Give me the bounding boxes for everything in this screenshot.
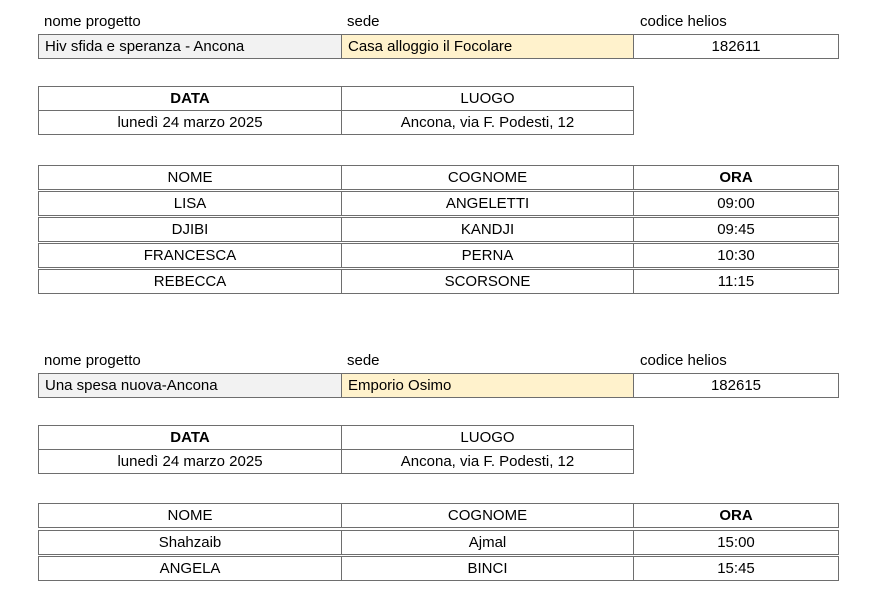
ora-cell[interactable]: 15:00: [633, 530, 839, 555]
sede-cell[interactable]: Emporio Osimo: [341, 373, 634, 398]
header-cognome: COGNOME: [341, 503, 634, 528]
ora-cell[interactable]: 15:45: [633, 556, 839, 581]
nome-cell[interactable]: FRANCESCA: [38, 243, 342, 268]
cognome-cell[interactable]: Ajmal: [341, 530, 634, 555]
luogo-cell[interactable]: Ancona, via F. Podesti, 12: [341, 110, 634, 135]
nome-cell[interactable]: Shahzaib: [38, 530, 342, 555]
codice-helios-cell[interactable]: 182611: [633, 34, 839, 59]
cognome-cell[interactable]: BINCI: [341, 556, 634, 581]
table-row: [38, 191, 839, 216]
nome-cell[interactable]: ANGELA: [38, 556, 342, 581]
cognome-cell[interactable]: ANGELETTI: [341, 191, 634, 216]
header-ora: ORA: [633, 503, 839, 528]
nome-cell[interactable]: LISA: [38, 191, 342, 216]
label-nome-progetto: nome progetto: [44, 352, 141, 369]
table-row: [38, 530, 839, 555]
cognome-cell[interactable]: SCORSONE: [341, 269, 634, 294]
ora-cell[interactable]: 09:45: [633, 217, 839, 242]
project-info-row: [38, 34, 839, 59]
project-name-cell[interactable]: Hiv sfida e speranza - Ancona: [38, 34, 342, 59]
label-codice-helios: codice helios: [640, 352, 727, 369]
header-nome: NOME: [38, 503, 342, 528]
label-codice-helios: codice helios: [640, 13, 727, 30]
table-row: [38, 243, 839, 268]
nome-cell[interactable]: REBECCA: [38, 269, 342, 294]
date-header-row: [38, 425, 634, 450]
table-row: [38, 217, 839, 242]
sede-cell[interactable]: Casa alloggio il Focolare: [341, 34, 634, 59]
date-cell[interactable]: lunedì 24 marzo 2025: [38, 449, 342, 474]
project-info-row: [38, 373, 839, 398]
ora-cell[interactable]: 09:00: [633, 191, 839, 216]
nome-cell[interactable]: DJIBI: [38, 217, 342, 242]
header-ora: ORA: [633, 165, 839, 190]
cognome-cell[interactable]: KANDJI: [341, 217, 634, 242]
header-cognome: COGNOME: [341, 165, 634, 190]
date-value-row: [38, 449, 634, 474]
date-header-row: [38, 86, 634, 111]
header-data: DATA: [38, 425, 342, 450]
project-name-cell[interactable]: Una spesa nuova-Ancona: [38, 373, 342, 398]
label-sede: sede: [347, 352, 380, 369]
header-luogo: LUOGO: [341, 425, 634, 450]
header-nome: NOME: [38, 165, 342, 190]
header-data: DATA: [38, 86, 342, 111]
luogo-cell[interactable]: Ancona, via F. Podesti, 12: [341, 449, 634, 474]
date-cell[interactable]: lunedì 24 marzo 2025: [38, 110, 342, 135]
ora-cell[interactable]: 10:30: [633, 243, 839, 268]
header-luogo: LUOGO: [341, 86, 634, 111]
table-row: [38, 556, 839, 581]
label-nome-progetto: nome progetto: [44, 13, 141, 30]
date-value-row: [38, 110, 634, 135]
cognome-cell[interactable]: PERNA: [341, 243, 634, 268]
ora-cell[interactable]: 11:15: [633, 269, 839, 294]
table-row: [38, 269, 839, 294]
people-header-row: [38, 503, 839, 528]
label-sede: sede: [347, 13, 380, 30]
codice-helios-cell[interactable]: 182615: [633, 373, 839, 398]
people-header-row: [38, 165, 839, 190]
